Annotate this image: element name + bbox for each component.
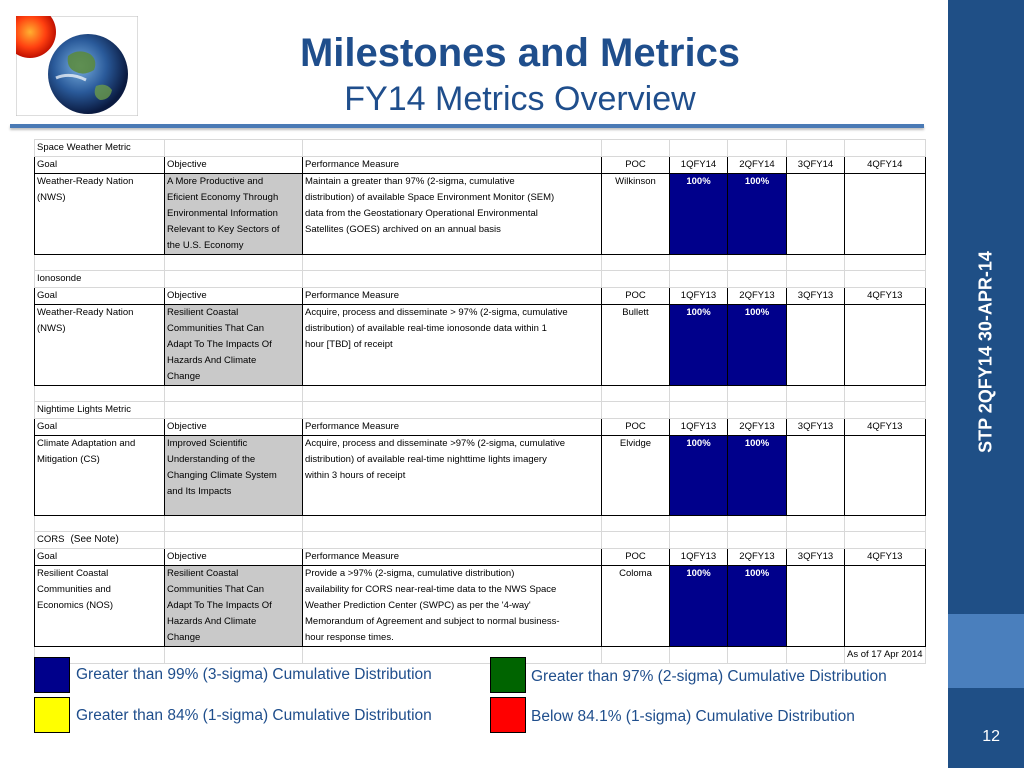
empty-cell bbox=[670, 516, 728, 532]
performance-measure-cell bbox=[303, 305, 602, 386]
empty-cell bbox=[670, 402, 728, 419]
empty-cell bbox=[303, 255, 602, 271]
quarter-cell-2: 100% bbox=[728, 174, 787, 255]
column-header: 2QFY13 bbox=[728, 419, 787, 436]
quarter-cell-1: 100% bbox=[670, 566, 728, 647]
column-header: POC bbox=[602, 549, 670, 566]
quarter-cell-2: 100% bbox=[728, 436, 787, 516]
empty-cell bbox=[787, 516, 845, 532]
empty-cell bbox=[728, 647, 787, 664]
spacer-row bbox=[35, 386, 926, 402]
empty-cell bbox=[845, 255, 926, 271]
legend-swatch-yellow bbox=[34, 697, 70, 733]
objective-cell-line: the U.S. Economy bbox=[167, 240, 244, 251]
section-title-text: CORS bbox=[37, 534, 65, 545]
section-title-row bbox=[35, 271, 926, 288]
objective-cell-line: Understanding of the bbox=[167, 454, 256, 465]
empty-cell bbox=[787, 402, 845, 419]
column-header: 1QFY14 bbox=[670, 157, 728, 174]
empty-cell bbox=[728, 516, 787, 532]
header-row bbox=[35, 549, 926, 566]
empty-cell bbox=[728, 271, 787, 288]
objective-cell-line: Communities That Can bbox=[167, 323, 264, 334]
column-header: 2QFY14 bbox=[728, 157, 787, 174]
column-header: 1QFY13 bbox=[670, 549, 728, 566]
quarter-cell-4 bbox=[845, 566, 926, 647]
empty-cell bbox=[165, 516, 303, 532]
objective-cell-line: Resilient Coastal bbox=[167, 568, 239, 579]
column-header: POC bbox=[602, 157, 670, 174]
column-header: 3QFY13 bbox=[787, 288, 845, 305]
poc-cell: Bullett bbox=[602, 305, 670, 386]
goal-cell bbox=[35, 436, 165, 516]
goal-cell-line: Communities and bbox=[37, 584, 111, 595]
column-header: POC bbox=[602, 288, 670, 305]
empty-cell bbox=[165, 255, 303, 271]
goal-cell bbox=[35, 174, 165, 255]
empty-cell bbox=[165, 271, 303, 288]
sun-and-earth-logo-icon bbox=[16, 16, 138, 116]
legend-label-yellow: Greater than 84% (1-sigma) Cumulative Distribution bbox=[76, 707, 432, 724]
goal-cell bbox=[35, 305, 165, 386]
objective-cell bbox=[165, 436, 303, 516]
performance-measure-cell bbox=[303, 174, 602, 255]
empty-cell bbox=[845, 140, 926, 157]
empty-cell bbox=[165, 402, 303, 419]
empty-cell bbox=[728, 140, 787, 157]
empty-cell bbox=[787, 271, 845, 288]
legend-swatch-red bbox=[490, 697, 526, 733]
empty-cell bbox=[165, 532, 303, 549]
metric-row bbox=[35, 174, 926, 255]
performance-measure-cell-line: distribution) of available Space Environment Monitor (SEM) bbox=[305, 192, 555, 203]
section-note: (See Note) bbox=[70, 534, 119, 545]
column-header: 1QFY13 bbox=[670, 288, 728, 305]
objective-cell-line: Changing Climate System bbox=[167, 470, 277, 481]
poc-cell: Coloma bbox=[602, 566, 670, 647]
quarter-cell-1: 100% bbox=[670, 174, 728, 255]
empty-cell bbox=[728, 402, 787, 419]
empty-cell bbox=[602, 516, 670, 532]
column-header: Goal bbox=[35, 549, 165, 566]
empty-cell bbox=[602, 386, 670, 402]
empty-cell bbox=[787, 647, 845, 664]
column-header: Objective bbox=[165, 419, 303, 436]
empty-cell bbox=[303, 386, 602, 402]
objective-cell-line: Environmental Information bbox=[167, 208, 278, 219]
objective-cell-line: and Its Impacts bbox=[167, 486, 232, 497]
performance-measure-cell-line: Weather Prediction Center (SWPC) as per the '4-way' bbox=[305, 600, 531, 611]
column-header: 3QFY13 bbox=[787, 419, 845, 436]
spacer-row bbox=[35, 516, 926, 532]
empty-cell bbox=[670, 532, 728, 549]
quarter-cell-4 bbox=[845, 305, 926, 386]
header-row bbox=[35, 419, 926, 436]
legend-swatch-blue bbox=[34, 657, 70, 693]
performance-measure-cell-line: Satellites (GOES) archived on an annual basis bbox=[305, 224, 501, 235]
as-of-date: As of 17 Apr 2014 bbox=[845, 647, 926, 664]
legend-swatch-green bbox=[490, 657, 526, 693]
section-title-text: Space Weather Metric bbox=[37, 142, 131, 153]
objective-cell-line: Communities That Can bbox=[167, 584, 264, 595]
objective-cell-line: Relevant to Key Sectors of bbox=[167, 224, 280, 235]
legend-label-green: Greater than 97% (2-sigma) Cumulative Distribution bbox=[531, 668, 887, 685]
empty-cell bbox=[670, 386, 728, 402]
objective-cell bbox=[165, 305, 303, 386]
section-title-row bbox=[35, 402, 926, 419]
metric-row bbox=[35, 436, 926, 516]
header-row bbox=[35, 288, 926, 305]
sidebar-label-text: STP 2QFY14 30-APR-14 bbox=[975, 251, 996, 453]
goal-cell bbox=[35, 566, 165, 647]
poc-cell: Elvidge bbox=[602, 436, 670, 516]
empty-cell bbox=[787, 386, 845, 402]
empty-cell bbox=[35, 386, 165, 402]
performance-measure-cell bbox=[303, 436, 602, 516]
as-of-row bbox=[35, 647, 926, 664]
column-header: 4QFY13 bbox=[845, 288, 926, 305]
column-header: 2QFY13 bbox=[728, 288, 787, 305]
slide-title: Milestones and Metrics bbox=[299, 31, 741, 75]
performance-measure-cell-line: Provide a >97% (2-sigma, cumulative distribution) bbox=[305, 568, 515, 579]
quarter-cell-3 bbox=[787, 174, 845, 255]
objective-cell-line: Eficient Economy Through bbox=[167, 192, 279, 203]
empty-cell bbox=[35, 516, 165, 532]
sidebar-accent-block bbox=[948, 614, 1024, 688]
quarter-cell-2: 100% bbox=[728, 566, 787, 647]
column-header: Objective bbox=[165, 549, 303, 566]
empty-cell bbox=[787, 532, 845, 549]
empty-cell bbox=[303, 140, 602, 157]
performance-measure-cell-line: Acquire, process and disseminate >97% (2-sigma, cumulative bbox=[305, 438, 566, 449]
empty-cell bbox=[165, 140, 303, 157]
performance-measure-cell-line: hour [TBD] of receipt bbox=[305, 339, 393, 350]
performance-measure-cell-line: Acquire, process and disseminate > 97% (2-sigma, cumulative bbox=[305, 307, 568, 318]
performance-measure-cell-line: Maintain a greater than 97% (2-sigma, cumulative bbox=[305, 176, 515, 187]
objective-cell-line: Change bbox=[167, 371, 201, 382]
objective-cell-line: A More Productive and bbox=[167, 176, 264, 187]
objective-cell-line: Adapt To The Impacts Of bbox=[167, 339, 272, 350]
empty-cell bbox=[602, 532, 670, 549]
empty-cell bbox=[845, 532, 926, 549]
empty-cell bbox=[670, 140, 728, 157]
column-header: 4QFY13 bbox=[845, 549, 926, 566]
objective-cell-line: Improved Scientific bbox=[167, 438, 248, 449]
empty-cell bbox=[602, 140, 670, 157]
section-title bbox=[35, 140, 165, 157]
column-header: Goal bbox=[35, 157, 165, 174]
performance-measure-cell-line: availability for CORS near-real-time data to the NWS Space bbox=[305, 584, 557, 595]
empty-cell bbox=[728, 386, 787, 402]
column-header: 1QFY13 bbox=[670, 419, 728, 436]
title-divider bbox=[10, 124, 924, 128]
quarter-cell-1: 100% bbox=[670, 305, 728, 386]
empty-cell bbox=[35, 255, 165, 271]
goal-cell-line: Resilient Coastal bbox=[37, 568, 109, 579]
goal-cell-line: (NWS) bbox=[37, 323, 66, 334]
performance-measure-cell-line: distribution) of available real-time ionosonde data within 1 bbox=[305, 323, 547, 334]
empty-cell bbox=[602, 647, 670, 664]
empty-cell bbox=[303, 402, 602, 419]
empty-cell bbox=[303, 516, 602, 532]
empty-cell bbox=[602, 255, 670, 271]
slide-subtitle: FY14 Metrics Overview bbox=[344, 80, 696, 118]
performance-measure-cell-line: hour response times. bbox=[305, 632, 394, 643]
column-header: Goal bbox=[35, 419, 165, 436]
empty-cell bbox=[303, 271, 602, 288]
column-header: Performance Measure bbox=[303, 157, 602, 174]
goal-cell-line: Economics (NOS) bbox=[37, 600, 114, 611]
objective-cell bbox=[165, 174, 303, 255]
column-header: POC bbox=[602, 419, 670, 436]
section-title bbox=[35, 532, 165, 549]
column-header: Performance Measure bbox=[303, 549, 602, 566]
empty-cell bbox=[303, 532, 602, 549]
quarter-cell-4 bbox=[845, 174, 926, 255]
objective-cell bbox=[165, 566, 303, 647]
empty-cell bbox=[602, 402, 670, 419]
objective-cell-line: Adapt To The Impacts Of bbox=[167, 600, 272, 611]
performance-measure-cell-line: within 3 hours of receipt bbox=[305, 470, 406, 481]
section-title-text: Nightime Lights Metric bbox=[37, 404, 131, 415]
column-header: 3QFY13 bbox=[787, 549, 845, 566]
section-title-row bbox=[35, 532, 926, 549]
empty-cell bbox=[670, 271, 728, 288]
objective-cell-line: Hazards And Climate bbox=[167, 616, 257, 627]
objective-cell-line: Change bbox=[167, 632, 201, 643]
section-title-row bbox=[35, 140, 926, 157]
performance-measure-cell bbox=[303, 566, 602, 647]
empty-cell bbox=[303, 647, 602, 664]
section-title bbox=[35, 271, 165, 288]
section-title-text: Ionosonde bbox=[37, 273, 82, 284]
quarter-cell-3 bbox=[787, 436, 845, 516]
poc-cell: Wilkinson bbox=[602, 174, 670, 255]
performance-measure-cell-line: Memorandum of Agreement and subject to normal business- bbox=[305, 616, 560, 627]
empty-cell bbox=[787, 255, 845, 271]
quarter-cell-1: 100% bbox=[670, 436, 728, 516]
empty-cell bbox=[670, 647, 728, 664]
column-header: 3QFY14 bbox=[787, 157, 845, 174]
empty-cell bbox=[787, 140, 845, 157]
spacer-row bbox=[35, 255, 926, 271]
empty-cell bbox=[728, 532, 787, 549]
performance-measure-cell-line: data from the Geostationary Operational Environmental bbox=[305, 208, 538, 219]
column-header: Objective bbox=[165, 288, 303, 305]
empty-cell bbox=[602, 271, 670, 288]
section-title bbox=[35, 402, 165, 419]
legend-label-red: Below 84.1% (1-sigma) Cumulative Distribution bbox=[531, 708, 855, 725]
quarter-cell-2: 100% bbox=[728, 305, 787, 386]
objective-cell-line: Resilient Coastal bbox=[167, 307, 239, 318]
empty-cell bbox=[845, 516, 926, 532]
empty-cell bbox=[165, 386, 303, 402]
column-header: Performance Measure bbox=[303, 288, 602, 305]
metrics-table bbox=[34, 139, 926, 664]
column-header: Objective bbox=[165, 157, 303, 174]
column-header: 2QFY13 bbox=[728, 549, 787, 566]
page-number: 12 bbox=[982, 728, 1000, 745]
objective-cell-line: Hazards And Climate bbox=[167, 355, 257, 366]
quarter-cell-3 bbox=[787, 305, 845, 386]
empty-cell bbox=[845, 271, 926, 288]
legend-label-blue: Greater than 99% (3-sigma) Cumulative Distribution bbox=[76, 666, 432, 683]
empty-cell bbox=[728, 255, 787, 271]
column-header: Performance Measure bbox=[303, 419, 602, 436]
quarter-cell-3 bbox=[787, 566, 845, 647]
empty-cell bbox=[845, 402, 926, 419]
header-row bbox=[35, 157, 926, 174]
quarter-cell-4 bbox=[845, 436, 926, 516]
metric-row bbox=[35, 566, 926, 647]
goal-cell-line: Weather-Ready Nation bbox=[37, 307, 134, 318]
sidebar-label bbox=[948, 0, 1024, 614]
empty-cell bbox=[845, 386, 926, 402]
goal-cell-line: Climate Adaptation and bbox=[37, 438, 136, 449]
column-header: Goal bbox=[35, 288, 165, 305]
empty-cell bbox=[670, 255, 728, 271]
goal-cell-line: Weather-Ready Nation bbox=[37, 176, 134, 187]
metric-row bbox=[35, 305, 926, 386]
goal-cell-line: Mitigation (CS) bbox=[37, 454, 100, 465]
empty-cell bbox=[165, 647, 303, 664]
goal-cell-line: (NWS) bbox=[37, 192, 66, 203]
column-header: 4QFY14 bbox=[845, 157, 926, 174]
column-header: 4QFY13 bbox=[845, 419, 926, 436]
performance-measure-cell-line: distribution) of available real-time nighttime lights imagery bbox=[305, 454, 547, 465]
